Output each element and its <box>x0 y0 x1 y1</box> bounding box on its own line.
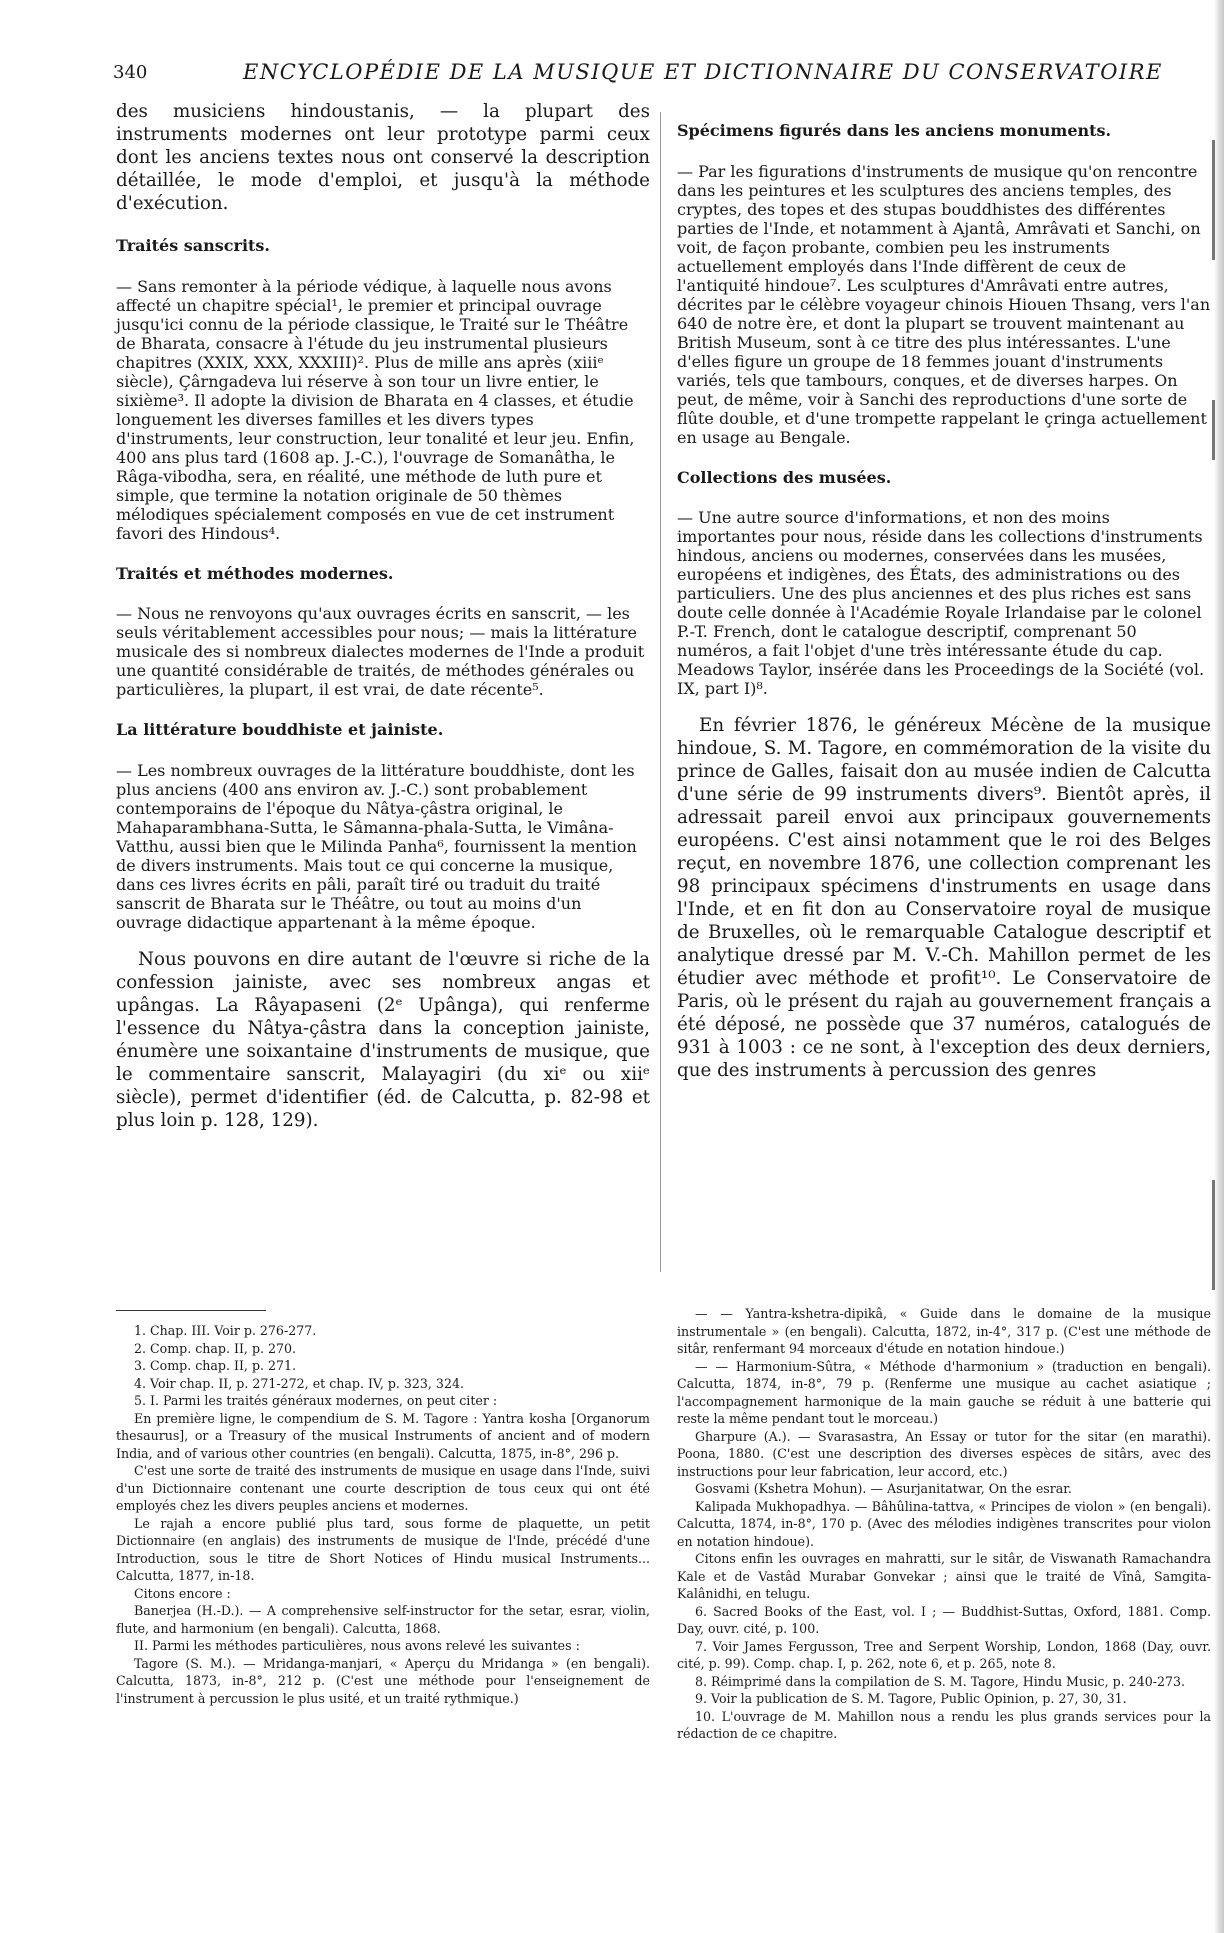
left-column <box>116 100 650 1132</box>
footnote: 9. Voir la publication de S. M. Tagore, Public Opinion, p. 27, 30, 31. <box>695 1691 1127 1706</box>
paragraph-buddhist: — Les nombreux ouvrages de la littérature bouddhiste, dont les plus anciens (400 ans environ av. J.-C.) sont probablement contemporains de l'époque du Nâtya-çâstra original, le Mahaparambhana-Sutta, le Sâmanna-phala-Sutta, le Vimâna-Vatthu, aussi bien que le Milinda Panha⁶, fournissent la mention de divers instruments. Mais tout ce qui concerne la musique, dans ces livres écrits en pâli, paraît tiré ou traduit du traité sanscrit de Bharata sur le Théâtre, ou tout au moins d'un ouvrage didactique appartenant à la même époque. <box>116 760 637 932</box>
footnote: Le rajah a encore publié plus tard, sous forme de plaquette, un petit Dictionnaire (en anglais) des instruments de musique de l'Inde, précédé d'une Introduction, sous le titre de Short Notices of Hindu musical Instruments... Calcutta, 1877, in-18. <box>116 1515 650 1583</box>
paragraph-modern: — Nous ne renvoyons qu'aux ouvrages écrits en sanscrit, — les seuls véritablement accessibles pour nous; — mais la littérature musicale des si nombreux dialectes modernes de l'Inde a produit une quantité considérable de traités, de méthodes générales ou particulières, la plupart, il est vrai, de date récente⁵. <box>116 604 645 700</box>
footnote: Tagore (S. M.). — Mridanga-manjari, « Aperçu du Mridanga » (en bengali). Calcutta, 1873, in-8°, 212 p. (C'est une méthode pour l'enseignement de l'instrument à percussion le plus usité, et un traité rythmique.) <box>116 1655 650 1706</box>
footnote: Gosvami (Kshetra Mohun). — Asurjanitatwar, On the esrar. <box>695 1481 1072 1496</box>
footnote: II. Parmi les méthodes particulières, nous avons relevé les suivantes : <box>134 1638 580 1653</box>
footnote: — — Harmonium-Sûtra, « Méthode d'harmonium » (traduction en bengali). Calcutta, 1874, in-8°, 79 p. (Renferme une musique au cachet asiatique ; l'accompagnement harmonique de la main gauche se réduit à une batterie qui reste la même pendant tout le morceau.) <box>677 1358 1211 1426</box>
right-column <box>677 100 1211 1082</box>
edge-mark <box>1212 140 1215 260</box>
paragraph-jain: Nous pouvons en dire autant de l'œuvre si riche de la confession jainiste, avec ses nombreux angas et upângas. La Râyapaseni (2ᵉ Upânga), qui renferme l'essence du Nâtya-çâstra dans la conception jainiste, énumère une soixantaine d'instruments de musique, que le commentaire sanscrit, Malayagiri (du xiᵉ ou xiiᵉ siècle), permet d'identifier (éd. de Calcutta, p. 82-98 et plus loin p. 128, 129). <box>116 948 650 1131</box>
footnote: 10. L'ouvrage de M. Mahillon nous a rendu les plus grands services pour la rédaction de ce chapitre. <box>677 1708 1211 1741</box>
heading-museums: Collections des musées. <box>677 467 892 487</box>
footnote: 5. I. Parmi les traités généraux modernes, on peut citer : <box>134 1393 498 1408</box>
paragraph-sanskrit: — Sans remonter à la période védique, à laquelle nous avons affecté un chapitre spécial¹, le premier et principal ouvrage jusqu'ici connu de la période classique, le Traité sur le Théâtre de Bharata, consacre à l'étude du jeu instrumental plusieurs chapitres (XXIX, XXX, XXXIII)². Plus de mille ans après (xiiiᵉ siècle), Çârngadeva lui réserve à son tour un livre entier, le sixième³. Il adopte la division de Bharata en 4 classes, et étudie longuement les diverses familles et les divers types d'instruments, leur construction, leur tonalité et leur jeu. Enfin, 400 ans plus tard (1608 ap. J.-C.), l'ouvrage de Somanâtha, le Râga-vibodha, sera, en réalité, une méthode de luth pure et simple, que termine la notation originale de 50 thèmes mélodiques spécialement composés en vue de cet instrument favori des Hindous⁴. <box>116 276 635 543</box>
footnote: — — Yantra-kshetra-dipikâ, « Guide dans le domaine de la musique instrumentale » (en bengali). Calcutta, 1872, in-4°, 317 p. (C'est une méthode de sitâr, renfermant 94 morceaux d'étude en notation hindoue.) <box>677 1306 1211 1356</box>
footnote: Gharpure (A.). — Svarasastra, An Essay or tutor for the sitar (en marathi). Poona, 1880. (C'est une description des diverses espèces de sitârs, avec des instructions pour leur fabrication, leur accord, etc.) <box>677 1428 1211 1479</box>
page-header <box>113 60 1163 90</box>
footnote: Citons encore : <box>134 1585 231 1601</box>
footnote: Citons enfin les ouvrages en mahratti, sur le sitâr, de Viswanath Ramachandra Kale et de Vastâd Murabar Gonvekar ; ainsi que le traité de Vînâ, Samgita-Kalânidhi, en telugu. <box>677 1551 1211 1601</box>
footnotes-left <box>116 1322 650 1707</box>
edge-mark <box>1212 1180 1215 1290</box>
paragraph-museums: — Une autre source d'informations, et non des moins importantes pour nous, réside dans les collections d'instruments hindous, anciens ou modernes, conservées dans les musées, européens et indigènes, des États, des administrations ou des particuliers. Une des plus anciennes et des plus riches est sans doute celle donnée à l'Académie Royale Irlandaise par le colonel P.-T. French, dont le catalogue descriptif, comprenant 50 numéros, a fait l'objet d'une très intéressante étude du cap. Meadows Taylor, insérée dans les Proceedings de la Société (vol. IX, part I)⁸. <box>677 508 1205 699</box>
footnote: 6. Sacred Books of the East, vol. I ; — Buddhist-Suttas, Oxford, 1881. Comp. Day, ouvr. cité, p. 100. <box>677 1603 1211 1636</box>
footnote: En première ligne, le compendium de S. M. Tagore : Yantra kosha [Organorum thesaurus], or a Treasury of the musical Instruments of ancient and of modern India, and of various other countries (en bengali). Calcutta, 1875, in-8°, 296 p. <box>116 1410 650 1461</box>
footnote: 4. Voir chap. II, p. 271-272, et chap. IV, p. 323, 324. <box>134 1375 464 1391</box>
footnotes-right <box>677 1305 1211 1743</box>
footnote: 7. Voir James Fergusson, Tree and Serpent Worship, London, 1868 (Day, ouvr. cité, p. 99). Comp. chap. I, p. 262, note 6, et p. 265, note 8. <box>677 1638 1211 1671</box>
paragraph-intro: des musiciens hindoustanis, — la plupart des instruments modernes ont leur prototype parmi ceux dont les anciens textes nous ont conservé la description détaillée, le mode d'emploi, et jusqu'à la méthode d'exécution. <box>116 101 650 214</box>
heading-sanskrit-treatises: Traités sanscrits. <box>116 236 270 256</box>
footnote: 8. Réimprimé dans la compilation de S. M. Tagore, Hindu Music, p. 240-273. <box>695 1673 1186 1689</box>
footnote: 2. Comp. chap. II, p. 270. <box>134 1340 297 1356</box>
column-divider <box>660 112 661 1272</box>
heading-specimens: Spécimens figurés dans les anciens monuments. <box>677 121 1112 141</box>
heading-modern-treatises: Traités et méthodes modernes. <box>116 563 394 583</box>
running-title: ENCYCLOPÉDIE DE LA MUSIQUE ET DICTIONNAIRE DU CONSERVATOIRE <box>243 60 1163 84</box>
footnote: 3. Comp. chap. II, p. 271. <box>134 1358 297 1373</box>
footnote: Banerjea (H.-D.). — A comprehensive self-instructor for the setar, esrar, violin, flute, and harmonium (en bengali). Calcutta, 1868. <box>116 1603 650 1636</box>
heading-buddhist-jain: La littérature bouddhiste et jainiste. <box>116 720 444 740</box>
footnote: 1. Chap. III. Voir p. 276-277. <box>134 1323 317 1338</box>
page-number: 340 <box>113 62 148 83</box>
footnote: C'est une sorte de traité des instruments de musique en usage dans l'Inde, suivi d'un Dictionnaire contenant une courte description de tous ceux qui ont été employés chez les divers peuples anciens et modernes. <box>116 1463 650 1513</box>
paragraph-1876: En février 1876, le généreux Mécène de la musique hindoue, S. M. Tagore, en commémoration de la visite du prince de Galles, faisait don au musée indien de Calcutta d'une série de 99 instruments divers⁹. Bientôt après, il adressait pareil envoi aux principaux gouvernements européens. C'est ainsi notamment que le roi des Belges reçut, en novembre 1876, une collection comprenant les 98 principaux spécimens d'instruments en usage dans l'Inde, et en fit don au Conservatoire royal de musique de Bruxelles, où le remarquable Catalogue descriptif et analytique dressé par M. V.-Ch. Mahillon permet de les étudier avec méthode et profit¹⁰. Le Conservatoire de Paris, où le présent du rajah au gouvernement français a été déposé, ne possède que 37 numéros, catalogués de 931 à 1003 : ce ne sont, à l'exception des deux derniers, que des instruments à percussion des genres <box>677 715 1211 1082</box>
footnote: Kalipada Mukhopadhya. — Bâhûlina-tattva, « Principes de violon » (en bengali). Calcutta, 1874, in-8°, 170 p. (Avec des mélodies indigènes transcrites pour violon en notation hindoue). <box>677 1498 1211 1549</box>
page-edge-shadow <box>1214 0 1224 1933</box>
footnote-rule <box>116 1310 266 1311</box>
edge-mark <box>1212 400 1215 460</box>
paragraph-specimens: — Par les figurations d'instruments de musique qu'on rencontre dans les peintures et les sculptures des anciens temples, des cryptes, des topes et des stupas bouddhistes des différentes parties de l'Inde, et notamment à Ajantâ, Amrâvati et Sanchi, on voit, de façon probante, combien peu les instruments actuellement employés dans l'Inde diffèrent de ceux de l'antiquité hindoue⁷. Les sculptures d'Amrâvati entre autres, décrites par le célèbre voyageur chinois Hiouen Thsang, vers l'an 640 de notre ère, et dont la plupart se trouvent maintenant au British Museum, sont à ce titre des plus intéressantes. L'une d'elles figure un groupe de 18 femmes jouant d'instruments variés, tels que tambours, conques, et de diverses harpes. On peut, de même, voir à Sanchi des reproductions d'une sorte de flûte double, et d'une trompette rappelant le çringa actuellement en usage au Bengale. <box>677 161 1211 447</box>
